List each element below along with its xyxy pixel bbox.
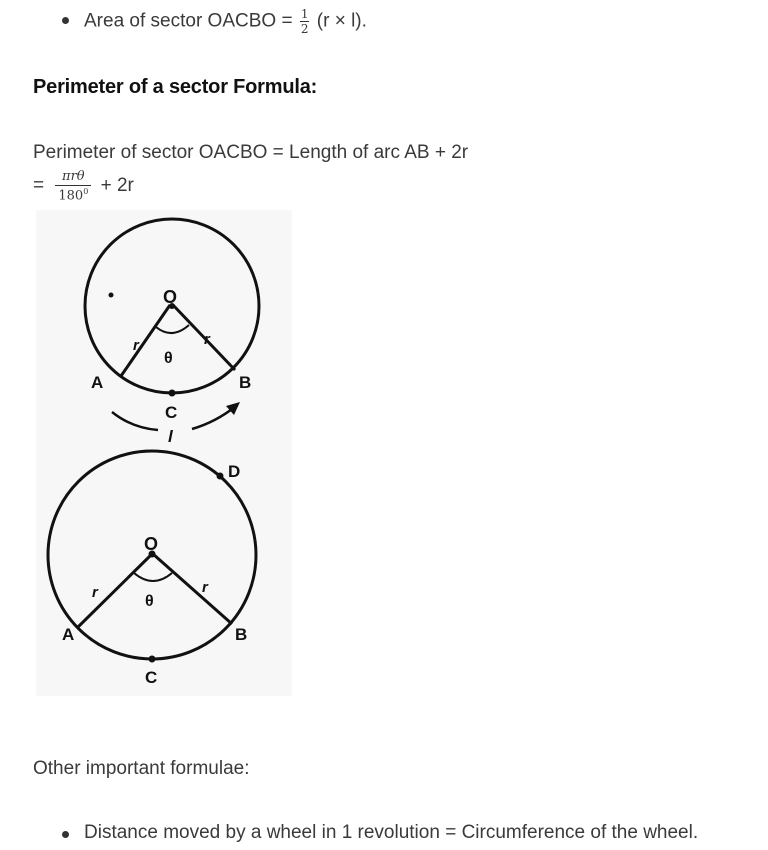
denominator-value: 180 [58, 188, 84, 204]
top-label-o: O [163, 287, 178, 307]
area-formula-suffix: (r × l). [316, 10, 367, 32]
equals-sign: = [33, 175, 45, 197]
other-formulae-text: Other important formulae: [33, 758, 250, 779]
distance-formula-item: Distance moved by a wheel in 1 revolution = Circumference of the wheel. [84, 822, 699, 843]
perimeter-line: Perimeter of sector OACBO = Length of arc AB + 2r [33, 142, 469, 163]
top-label-c: C [165, 403, 178, 422]
bottom-label-r-left: r [92, 584, 98, 601]
top-label-r-right: r [204, 331, 210, 348]
bullet-dot [62, 831, 69, 838]
fraction-denominator: 2 [300, 22, 309, 36]
bottom-label-r-right: r [202, 579, 208, 596]
top-label-a: A [91, 373, 104, 392]
fraction-numerator: πrθ [62, 169, 85, 184]
bottom-point-c-dot [149, 656, 156, 663]
top-label-theta: θ [164, 350, 173, 367]
perimeter-suffix: + 2r [100, 175, 134, 197]
bottom-point-d-dot [217, 473, 224, 480]
bottom-label-a: A [62, 625, 75, 644]
top-stray-dot [109, 293, 114, 298]
bottom-label-o: O [144, 534, 159, 554]
top-label-b: B [239, 373, 252, 392]
top-label-l: l [168, 427, 173, 446]
degree-superscript: 0 [83, 187, 89, 196]
perimeter-heading: Perimeter of a sector Formula: [33, 76, 318, 98]
area-formula-prefix: Area of sector OACBO = [84, 10, 293, 32]
bottom-label-theta: θ [145, 593, 154, 610]
top-point-c-dot [169, 390, 176, 397]
fraction-numerator: 1 [300, 7, 309, 21]
bottom-label-b: B [235, 625, 248, 644]
bottom-label-d: D [228, 462, 241, 481]
top-label-r-left: r [133, 337, 139, 354]
bottom-label-c: C [145, 668, 158, 687]
